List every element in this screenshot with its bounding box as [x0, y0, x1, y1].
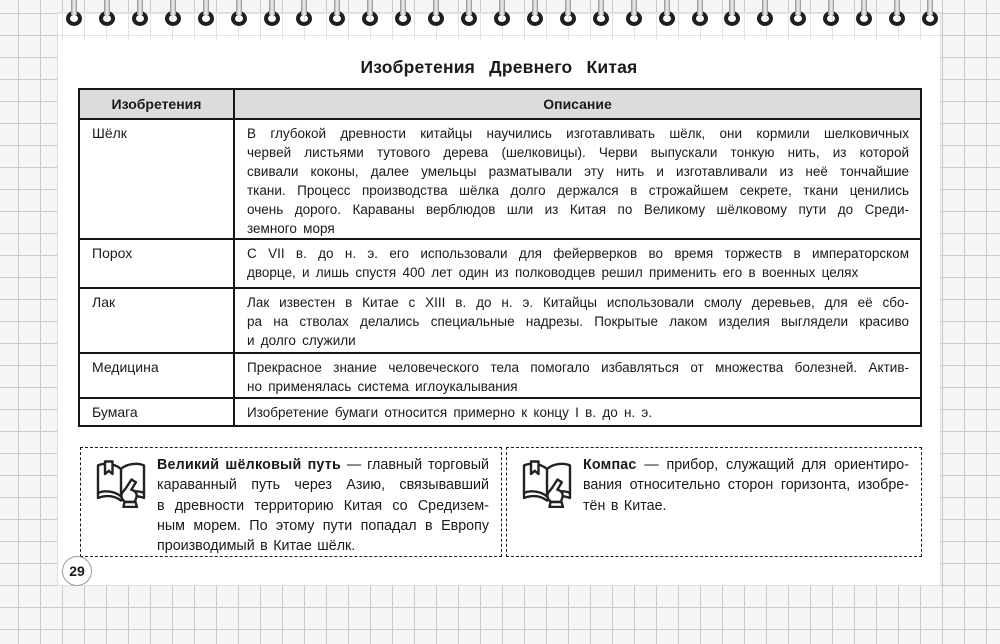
info-box-silk-road: [80, 447, 502, 557]
description-line: ра на стволах делались специальные надрезы. Покрытые лаком изделия выглядели красиво: [247, 313, 909, 329]
table-header-inventions: Изобретения: [80, 90, 235, 118]
spiral-ring: [820, 0, 842, 30]
spiral-ring-wire: [104, 0, 110, 15]
spiral-ring-wire: [499, 0, 505, 15]
spiral-ring-wire: [927, 0, 933, 15]
spiral-ring-wire: [137, 0, 143, 15]
spiral-ring-wire: [631, 0, 637, 15]
spiral-ring-wire: [894, 0, 900, 15]
description-line: дворце, и лишь спустя 400 лет один из полководцев решил применить его в военных целях: [247, 264, 859, 280]
description-line: червей листьями тутового дерева (шелковицы). Черви выпускали тонкую нить, из которой: [247, 144, 909, 160]
spiral-ring: [919, 0, 941, 30]
spiral-ring: [293, 0, 315, 30]
spiral-ring-wire: [334, 0, 340, 15]
description-line: но применялась система иглоукалывания: [247, 378, 518, 394]
info-box-line: ным морем. По этому пути попадал в Европу: [157, 517, 489, 534]
description-cell: [235, 354, 920, 397]
table-row: [80, 120, 920, 240]
invention-cell: Порох: [80, 240, 235, 287]
spiral-ring: [162, 0, 184, 30]
spiral-ring-wire: [433, 0, 439, 15]
spiral-ring: [590, 0, 612, 30]
term-label: Компас: [583, 457, 637, 473]
table-body: [80, 120, 920, 425]
spiral-ring-wire: [565, 0, 571, 15]
spiral-ring-wire: [664, 0, 670, 15]
info-box-line: караванный путь через Азию, связывавший: [157, 477, 489, 494]
invention-cell: Шёлк: [80, 120, 235, 238]
description-line: земного моря: [247, 220, 335, 236]
spiral-ring: [557, 0, 579, 30]
page-number-badge: [62, 556, 92, 586]
invention-cell: Медицина: [80, 354, 235, 397]
info-box-compass-text: [583, 448, 921, 516]
description-cell: [235, 240, 920, 287]
table-row: [80, 240, 920, 289]
spiral-ring: [96, 0, 118, 30]
spiral-ring-wire: [170, 0, 176, 15]
spiral-ring-wire: [795, 0, 801, 15]
spiral-ring: [63, 0, 85, 30]
spiral-ring: [392, 0, 414, 30]
table-row: [80, 399, 920, 425]
spiral-ring-wire: [236, 0, 242, 15]
spiral-ring-wire: [269, 0, 275, 15]
info-box-line: Великий шёлковый путь — главный торговый: [157, 457, 489, 473]
spiral-ring-wire: [598, 0, 604, 15]
term-label: Великий шёлковый путь: [157, 457, 341, 473]
table-row: [80, 354, 920, 399]
description-line: Лак известен в Китае с XIII в. до н. э. Китайцы использовали смолу деревьев, для её сбо-: [247, 295, 909, 310]
spiral-ring-wire: [466, 0, 472, 15]
notebook-page: [58, 13, 940, 585]
description-line: ткани. Процесс производства шёлка долго держался в строжайшем секрете, ткани ценились: [247, 182, 909, 198]
page-number: 29: [69, 563, 85, 579]
spiral-ring-wire: [762, 0, 768, 15]
spiral-ring: [228, 0, 250, 30]
spiral-ring: [886, 0, 908, 30]
table-header-row: [80, 90, 920, 120]
spiral-ring-wire: [697, 0, 703, 15]
info-box-line: производимый в Китае шёлк.: [157, 538, 356, 555]
spiral-ring: [491, 0, 513, 30]
description-line: и долго служили: [247, 332, 356, 348]
spiral-ring: [754, 0, 776, 30]
description-line: очень дорого. Караваны верблюдов шли из Китая по Великому шёлковому пути до Среди-: [247, 201, 909, 217]
spiral-ring: [623, 0, 645, 30]
spiral-ring: [689, 0, 711, 30]
spiral-ring: [787, 0, 809, 30]
spiral-ring: [656, 0, 678, 30]
info-box-line: в древности территорию Китая со Средизем-: [157, 497, 489, 514]
info-box-line: вания относительно сторон горизонта, изобре-: [583, 477, 909, 494]
spiral-ring: [261, 0, 283, 30]
spiral-ring-wire: [203, 0, 209, 15]
spiral-ring: [359, 0, 381, 30]
description-cell: [235, 289, 920, 352]
spiral-ring: [195, 0, 217, 30]
page-title: Изобретения Древнего Китая: [360, 57, 638, 77]
spiral-ring-wire: [532, 0, 538, 15]
description-line: С VII в. до н. э. его использовали для фейерверков во время торжеств в императорском: [247, 246, 909, 261]
spiral-ring-wire: [301, 0, 307, 15]
info-box-line: тён в Китае.: [583, 497, 667, 514]
info-box-silk-road-text: [157, 448, 501, 556]
info-box-compass: [506, 447, 922, 557]
open-book-pointing-hand-icon: [519, 458, 575, 508]
invention-cell: Лак: [80, 289, 235, 352]
spiral-ring: [524, 0, 546, 30]
spiral-ring: [853, 0, 875, 30]
open-book-pointing-hand-icon: [93, 458, 149, 508]
description-line: Прекрасное знание человеческого тела помогало избавляться от множества болезней. Актив-: [247, 360, 909, 375]
table-row: [80, 289, 920, 354]
spiral-ring-wire: [71, 0, 77, 15]
spiral-ring-wire: [828, 0, 834, 15]
info-box-line: Компас — прибор, служащий для ориентиро-: [583, 457, 909, 473]
description-line: В глубокой древности китайцы научились изготавливать шёлк, они кормили шелковичных: [247, 126, 909, 141]
invention-cell: Бумага: [80, 399, 235, 425]
spiral-ring: [721, 0, 743, 30]
description-cell: [235, 120, 920, 238]
description-cell: [235, 399, 920, 425]
description-line: свивали коконы, далее умельцы разматывали эту нить и изготавливали из неё тончайшие: [247, 163, 909, 179]
description-line: Изобретение бумаги относится примерно к концу I в. до н. э.: [247, 405, 653, 420]
spiral-ring-wire: [400, 0, 406, 15]
spiral-ring: [326, 0, 348, 30]
spiral-ring: [425, 0, 447, 30]
table-header-description: Описание: [543, 96, 612, 112]
spiral-ring: [458, 0, 480, 30]
inventions-table: [78, 88, 922, 427]
spiral-ring-wire: [861, 0, 867, 15]
spiral-ring-wire: [729, 0, 735, 15]
spiral-ring: [129, 0, 151, 30]
spiral-ring-wire: [367, 0, 373, 15]
